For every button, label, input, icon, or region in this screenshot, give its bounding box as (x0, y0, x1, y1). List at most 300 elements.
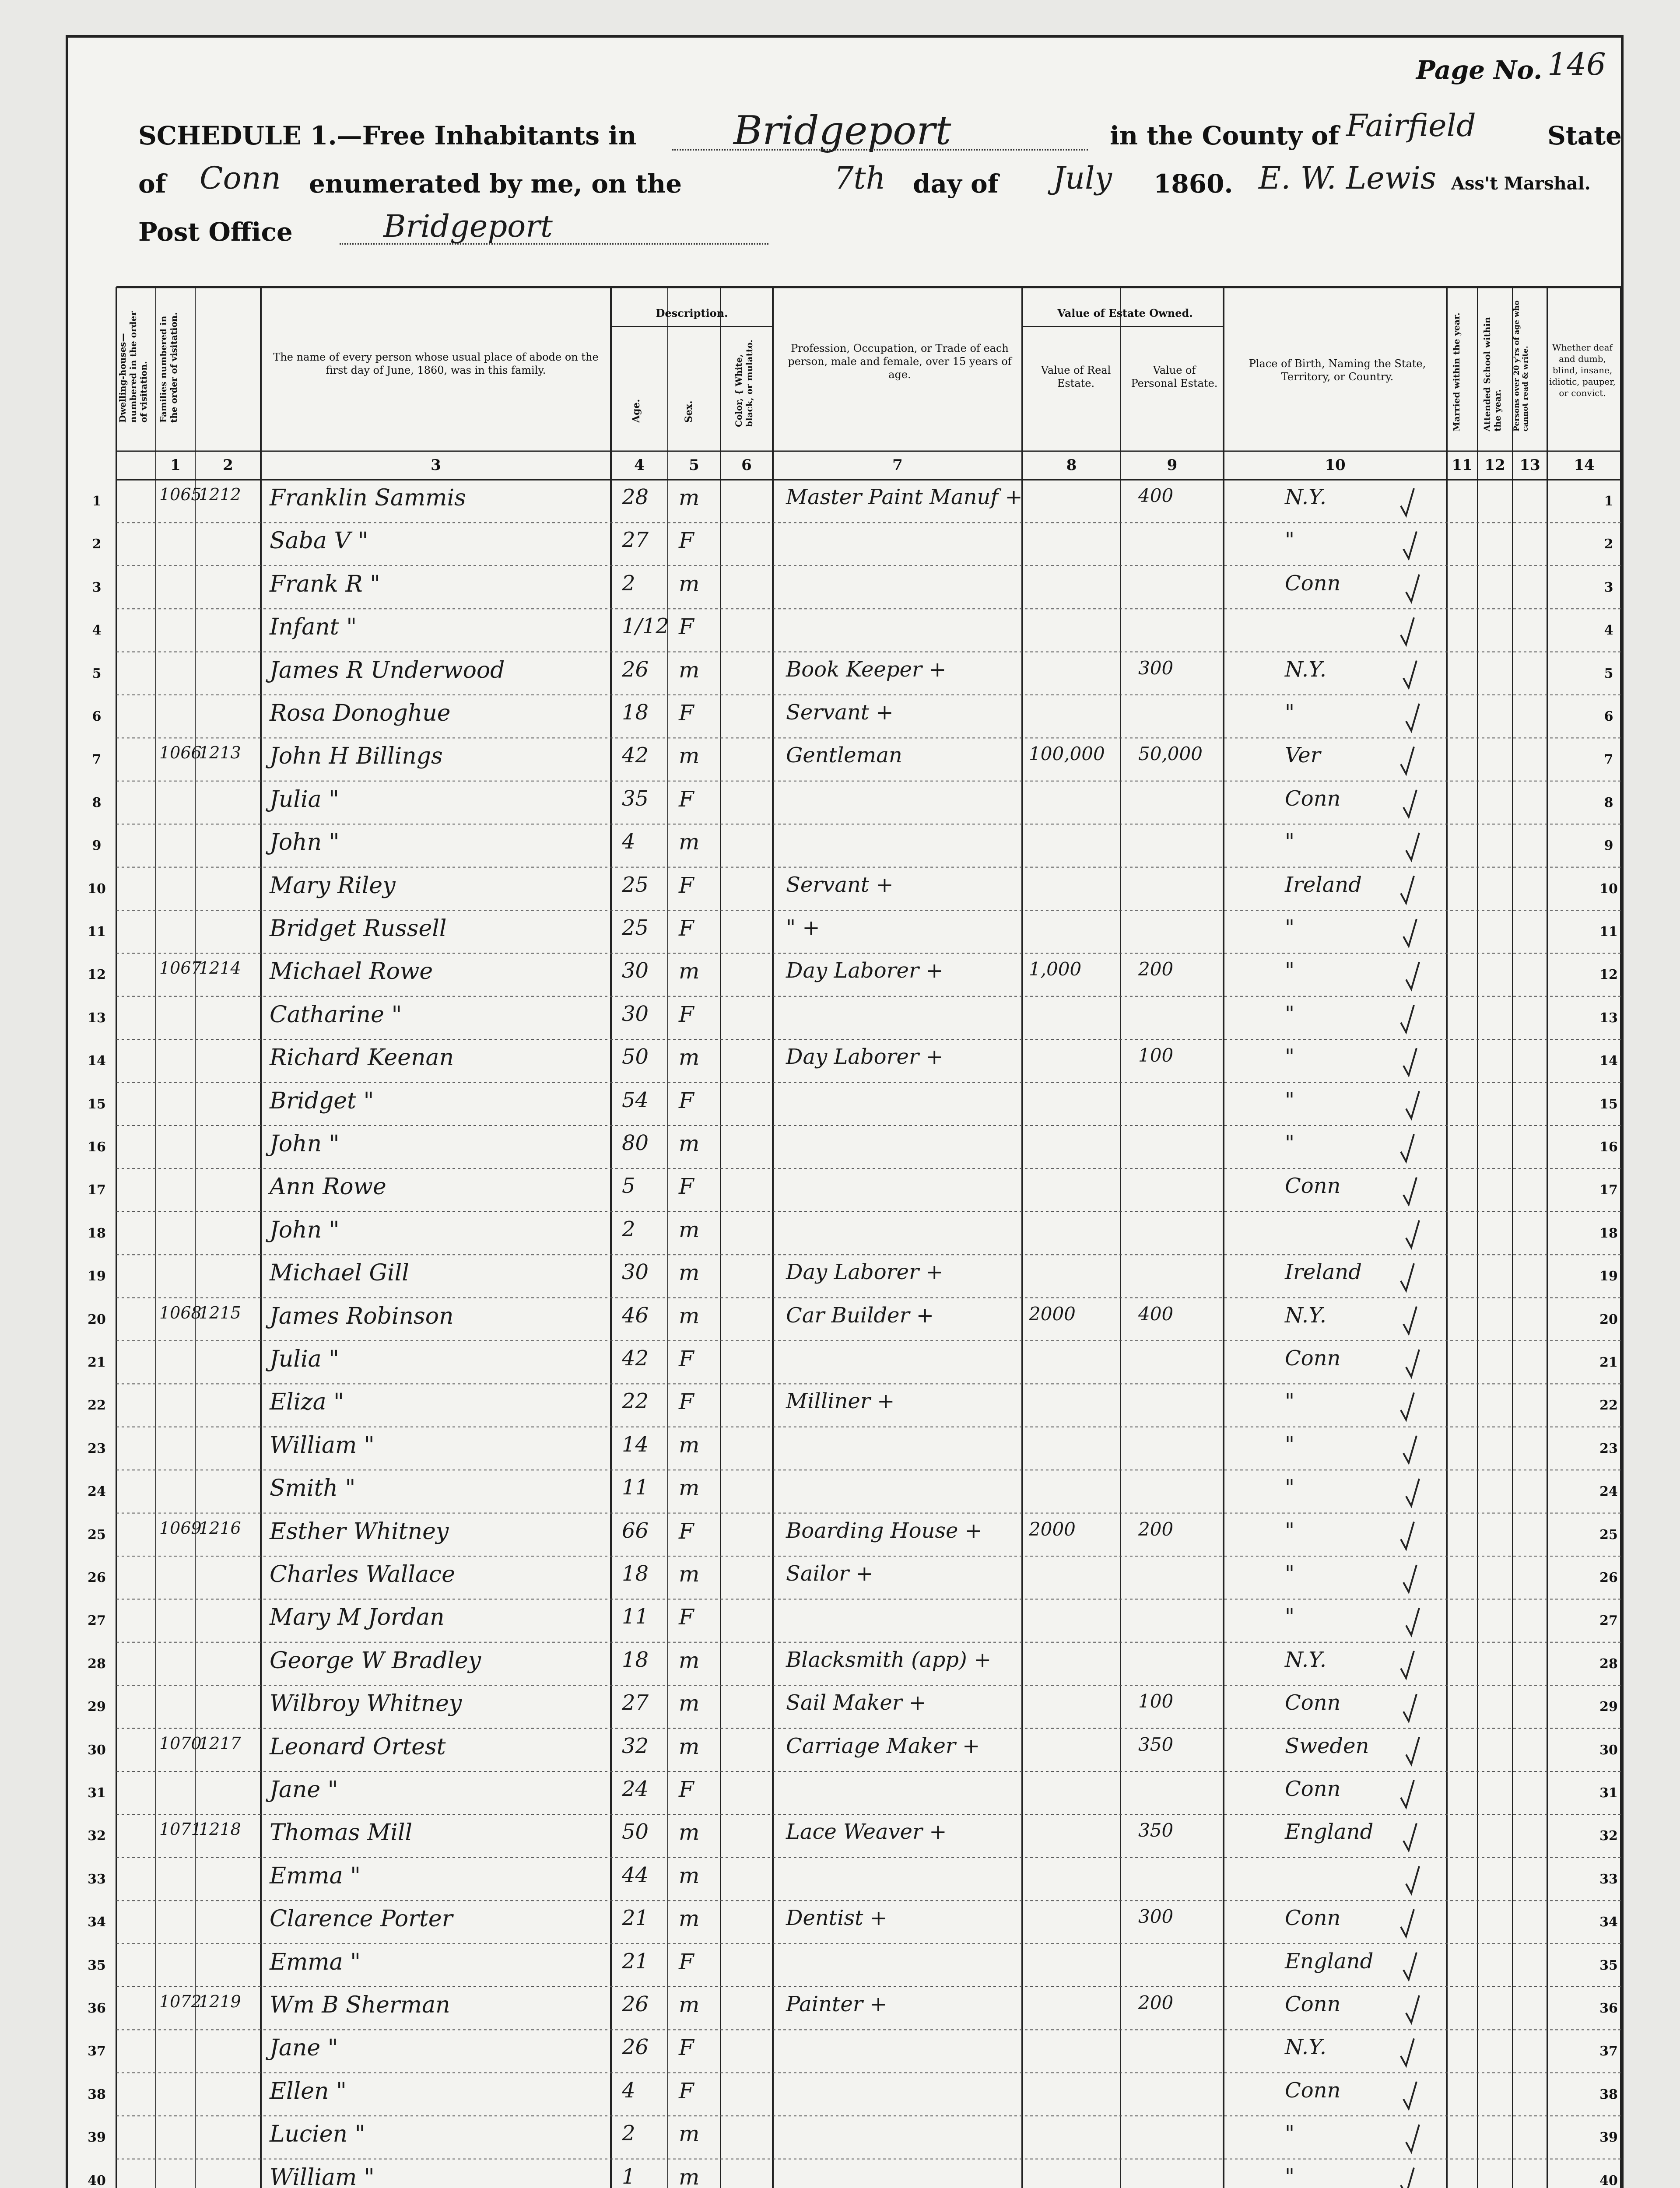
row-number: 20 (1599, 1311, 1618, 1327)
row-number: 22 (88, 1398, 106, 1413)
tick-mark (1403, 1565, 1417, 1592)
cell-pers: 50,000 (1138, 743, 1203, 765)
cell-sex: m (679, 1131, 700, 1156)
cell-birth: Conn (1285, 1690, 1341, 1715)
cell-age: 1/12 (622, 614, 669, 639)
cell-birth: " (1285, 1604, 1295, 1629)
cell-sex: F (679, 1389, 694, 1415)
cell-birth: " (1285, 2164, 1295, 2188)
col8-header: Value of Real Estate. (1041, 364, 1111, 389)
cell-age: 18 (622, 1561, 649, 1586)
cell-birth: Ireland (1285, 872, 1362, 897)
cell-name: Saba V " (270, 528, 368, 554)
cell-birth: " (1285, 1001, 1295, 1026)
cell-f: 1219 (199, 1992, 241, 2011)
col6-header: Color, { White, black, or mulatto. (733, 339, 754, 427)
cell-age: 35 (622, 786, 649, 811)
row-number: 38 (1599, 2086, 1618, 2102)
cell-pers: 400 (1138, 485, 1174, 506)
cell-pers: 400 (1138, 1303, 1174, 1325)
row-number: 2 (92, 536, 102, 552)
cell-sex: m (679, 1820, 700, 1845)
cell-sex: F (679, 1518, 694, 1544)
post-office-label: Post Office (138, 217, 293, 247)
cell-occ: Carriage Maker + (786, 1733, 980, 1758)
cell-name: John " (270, 1131, 340, 1157)
col13-header: Persons over 20 y'rs of age who cannot read & write. (1512, 300, 1530, 431)
cell-name: John H Billings (270, 743, 443, 770)
cell-occ: Gentleman (786, 743, 902, 768)
row-number: 14 (88, 1053, 106, 1069)
cell-d: 1065 (159, 485, 202, 504)
cell-f: 1214 (199, 958, 241, 978)
row-number: 34 (88, 1914, 106, 1930)
cell-birth: " (1285, 1389, 1295, 1414)
row-number: 21 (1599, 1355, 1618, 1370)
cell-birth: " (1285, 1518, 1295, 1543)
cell-occ: Lace Weaver + (786, 1820, 947, 1844)
cell-occ: Day Laborer + (786, 1260, 943, 1285)
cell-pers: 200 (1138, 1992, 1174, 2013)
row-number: 3 (92, 579, 102, 595)
cell-name: Catharine " (270, 1001, 402, 1028)
col11-header: Married within the year. (1451, 312, 1462, 431)
row-number: 2 (1604, 536, 1613, 552)
cell-birth: " (1285, 1131, 1295, 1155)
tick-mark (1403, 1436, 1417, 1463)
tick-mark (1403, 790, 1417, 817)
cell-sex: m (679, 1260, 700, 1286)
cell-pers: 350 (1138, 1733, 1174, 1755)
cell-birth: " (1285, 528, 1295, 553)
cell-name: Thomas Mill (270, 1820, 413, 1846)
row-number: 18 (88, 1225, 106, 1241)
cell-age: 21 (622, 1949, 649, 1974)
tick-mark (1406, 1737, 1419, 1764)
marshal-label: Ass't Marshal. (1451, 173, 1591, 194)
row-number: 8 (1604, 795, 1613, 810)
row-number: 11 (1599, 924, 1618, 940)
tick-mark (1403, 2082, 1417, 2109)
cell-name: Bridget " (270, 1087, 374, 1114)
cell-sex: m (679, 1862, 700, 1888)
cell-sex: F (679, 786, 694, 812)
tick-mark (1403, 661, 1417, 688)
cell-name: Wm B Sherman (270, 1992, 450, 2018)
tick-mark (1401, 2038, 1414, 2065)
cell-sex: F (679, 528, 694, 554)
cell-f: 1212 (199, 485, 241, 504)
cell-sex: m (679, 958, 700, 984)
cell-birth: Conn (1285, 1777, 1341, 1801)
row-number: 37 (88, 2044, 106, 2059)
cell-occ: Servant + (786, 700, 894, 725)
enum-month: July (1053, 160, 1112, 196)
cell-name: William " (270, 2164, 375, 2188)
cell-age: 26 (622, 2035, 649, 2060)
cell-sex: m (679, 2164, 700, 2188)
cell-occ: Dentist + (786, 1906, 887, 1931)
cell-sex: m (679, 657, 700, 683)
census-page (66, 35, 1624, 2188)
cell-age: 44 (622, 1862, 649, 1887)
tick-mark (1401, 1651, 1414, 1678)
cell-birth: N.Y. (1285, 1647, 1326, 1672)
cell-age: 18 (622, 1647, 649, 1672)
cell-birth: Conn (1285, 1174, 1341, 1199)
tick-mark (1406, 1220, 1419, 1248)
tick-mark (1403, 1694, 1417, 1721)
tick-mark (1406, 704, 1419, 731)
column-number: 12 (1484, 456, 1505, 474)
cell-age: 2 (622, 1217, 635, 1241)
tick-mark (1406, 2125, 1419, 2152)
row-number: 40 (88, 2173, 106, 2188)
cell-age: 42 (622, 743, 649, 768)
cell-birth: " (1285, 915, 1295, 940)
cell-d: 1072 (159, 1992, 202, 2011)
cell-birth: Sweden (1285, 1733, 1369, 1758)
cell-name: Julia " (270, 786, 340, 813)
cell-sex: F (679, 2035, 694, 2061)
cell-sex: F (679, 2078, 694, 2104)
cell-d: 1068 (159, 1303, 202, 1322)
tick-mark (1401, 747, 1414, 774)
row-number: 32 (1599, 1828, 1618, 1844)
cell-sex: m (679, 485, 700, 510)
cell-age: 2 (622, 571, 635, 596)
row-number: 29 (1599, 1699, 1618, 1715)
tick-mark (1406, 1866, 1419, 1893)
row-number: 10 (1599, 881, 1618, 897)
row-number: 13 (1599, 1010, 1618, 1026)
row-number: 26 (1599, 1570, 1618, 1585)
county-label: in the County of (1110, 121, 1339, 151)
schedule-title: SCHEDULE 1.—Free Inhabitants in (138, 121, 637, 151)
cell-birth: N.Y. (1285, 1303, 1326, 1328)
row-number: 3 (1604, 579, 1613, 595)
cell-f: 1215 (199, 1303, 241, 1322)
cell-d: 1069 (159, 1518, 202, 1538)
cell-occ: Boarding House + (786, 1518, 982, 1543)
row-number: 7 (92, 752, 102, 768)
cell-pers: 200 (1138, 1518, 1174, 1540)
county-name: Fairfield (1346, 108, 1476, 144)
tick-mark (1406, 575, 1419, 602)
tick-mark (1406, 962, 1419, 989)
col4-header: Age. (631, 399, 642, 423)
row-number: 35 (88, 1957, 106, 1973)
cell-sex: F (679, 1174, 694, 1199)
cell-age: 54 (622, 1087, 649, 1112)
cell-pers: 100 (1138, 1045, 1174, 1066)
cell-name: Bridget Russell (270, 915, 447, 942)
cell-age: 25 (622, 915, 649, 940)
cell-birth: " (1285, 1087, 1295, 1112)
cell-d: 1070 (159, 1733, 202, 1753)
cell-age: 50 (622, 1820, 649, 1844)
col7-header: Profession, Occupation, or Trade of each person, male and female, over 15 years of age. (788, 342, 1012, 381)
row-number: 8 (92, 795, 102, 810)
column-number: 4 (634, 456, 645, 474)
column-number: 7 (892, 456, 903, 474)
cell-name: Jane " (270, 2035, 338, 2062)
cell-birth: Conn (1285, 1346, 1341, 1371)
column-number: 9 (1167, 456, 1178, 474)
cell-occ: Master Paint Manuf + (786, 485, 1023, 509)
column-number: 8 (1066, 456, 1077, 474)
row-number: 21 (88, 1355, 106, 1370)
row-number: 6 (1604, 709, 1613, 724)
row-number: 33 (88, 1871, 106, 1887)
row-number: 25 (88, 1527, 106, 1543)
cell-age: 22 (622, 1389, 649, 1414)
description-header: Description. (656, 307, 728, 319)
cell-age: 30 (622, 1001, 649, 1026)
tick-mark (1403, 1823, 1417, 1850)
row-number: 29 (88, 1699, 106, 1715)
cell-sex: F (679, 915, 694, 941)
row-number: 31 (88, 1785, 106, 1801)
cell-sex: F (679, 1777, 694, 1802)
of-label: of (138, 169, 166, 199)
cell-age: 80 (622, 1131, 649, 1155)
cell-f: 1216 (199, 1518, 241, 1538)
cell-sex: m (679, 1906, 700, 1932)
cell-birth: England (1285, 1820, 1374, 1844)
cell-sex: m (679, 571, 700, 596)
cell-age: 4 (622, 2078, 635, 2103)
row-number: 30 (1599, 1742, 1618, 1758)
cell-name: James R Underwood (270, 657, 505, 684)
tick-mark (1401, 1005, 1414, 1032)
row-number: 33 (1599, 1871, 1618, 1887)
place-name: Bridgeport (733, 108, 951, 154)
cell-occ: Servant + (786, 872, 894, 897)
cell-age: 50 (622, 1045, 649, 1069)
tick-mark (1403, 531, 1417, 558)
cell-age: 11 (622, 1604, 649, 1629)
cell-occ: Car Builder + (786, 1303, 934, 1328)
tick-mark (1406, 1608, 1419, 1635)
cell-d: 1067 (159, 958, 202, 978)
cell-name: Lucien " (270, 2121, 365, 2148)
cell-pers: 100 (1138, 1690, 1174, 1712)
estate-header: Value of Estate Owned. (1057, 307, 1193, 319)
col9-header: Value of Personal Estate. (1131, 364, 1218, 389)
col2-header: Families numbered in the order of visitation. (158, 312, 179, 423)
cell-real: 2000 (1029, 1518, 1076, 1540)
row-number: 9 (1604, 838, 1613, 854)
cell-occ: Day Laborer + (786, 1045, 943, 1069)
cell-age: 26 (622, 1992, 649, 2016)
col14-header: Whether deaf and dumb, blind, insane, idiotic, pauper, or convict. (1549, 342, 1616, 398)
tick-mark (1401, 1392, 1414, 1420)
cell-sex: F (679, 1346, 694, 1371)
row-number: 27 (1599, 1613, 1618, 1629)
cell-real: 100,000 (1029, 743, 1105, 765)
tick-mark (1406, 1479, 1419, 1506)
row-number: 36 (88, 2001, 106, 2016)
column-number: 14 (1574, 456, 1595, 474)
cell-birth: N.Y. (1285, 657, 1326, 682)
cell-birth: Conn (1285, 2078, 1341, 2103)
row-number: 4 (92, 623, 102, 638)
post-office: Bridgeport (383, 208, 553, 244)
column-number: 2 (223, 456, 233, 474)
cell-name: Michael Rowe (270, 958, 433, 985)
cell-age: 26 (622, 657, 649, 682)
cell-occ: Sailor + (786, 1561, 873, 1586)
cell-name: Rosa Donoghue (270, 700, 451, 726)
cell-sex: m (679, 1690, 700, 1716)
row-number: 13 (88, 1010, 106, 1026)
row-number: 6 (92, 709, 102, 724)
cell-name: Wilbroy Whitney (270, 1690, 462, 1717)
cell-sex: m (679, 2121, 700, 2147)
cell-birth: N.Y. (1285, 485, 1326, 509)
row-number: 11 (88, 924, 106, 940)
cell-name: George W Bradley (270, 1647, 481, 1674)
row-number: 37 (1599, 2044, 1618, 2059)
cell-name: Ann Rowe (270, 1174, 386, 1200)
cell-age: 30 (622, 958, 649, 983)
tick-mark (1406, 833, 1419, 860)
row-number: 31 (1599, 1785, 1618, 1801)
row-number: 39 (88, 2130, 106, 2146)
cell-name: Frank R " (270, 571, 381, 597)
tick-mark (1401, 2168, 1414, 2188)
column-number: 1 (170, 456, 181, 474)
cell-d: 1071 (159, 1820, 202, 1839)
cell-name: John " (270, 1217, 340, 1243)
tick-mark (1406, 1091, 1419, 1119)
row-number: 9 (92, 838, 102, 854)
cell-d: 1066 (159, 743, 202, 763)
tick-mark (1403, 1177, 1417, 1204)
tick-mark (1401, 1909, 1414, 1936)
cell-age: 27 (622, 1690, 649, 1715)
enum-year: 1860. (1154, 169, 1233, 199)
cell-name: Leonard Ortest (270, 1733, 446, 1760)
cell-age: 4 (622, 829, 635, 854)
cell-f: 1217 (199, 1733, 241, 1753)
row-number: 5 (1604, 666, 1613, 681)
cell-age: 1 (622, 2164, 635, 2188)
tick-mark (1403, 1307, 1417, 1334)
cell-sex: m (679, 1432, 700, 1458)
cell-age: 30 (622, 1260, 649, 1285)
cell-sex: m (679, 1217, 700, 1242)
cell-name: Julia " (270, 1346, 340, 1372)
cell-f: 1213 (199, 743, 241, 763)
cell-real: 1,000 (1029, 958, 1082, 980)
cell-age: 25 (622, 872, 649, 897)
cell-pers: 350 (1138, 1820, 1174, 1841)
cell-sex: F (679, 1001, 694, 1027)
cell-pers: 300 (1138, 657, 1174, 679)
row-number: 4 (1604, 623, 1613, 638)
cell-sex: m (679, 1647, 700, 1673)
row-number: 25 (1599, 1527, 1618, 1543)
cell-birth: Ver (1285, 743, 1321, 768)
cell-age: 24 (622, 1777, 649, 1801)
column-number: 11 (1452, 456, 1473, 474)
row-number: 39 (1599, 2130, 1618, 2146)
row-number: 19 (88, 1269, 106, 1284)
cell-birth: Conn (1285, 1906, 1341, 1931)
cell-name: Jane " (270, 1777, 338, 1803)
row-number: 15 (1599, 1096, 1618, 1112)
cell-age: 27 (622, 528, 649, 553)
tick-mark (1401, 876, 1414, 903)
cell-name: Michael Gill (270, 1260, 409, 1287)
tick-mark (1401, 1263, 1414, 1290)
row-number: 28 (88, 1656, 106, 1672)
row-number: 24 (88, 1484, 106, 1500)
cell-sex: m (679, 1733, 700, 1759)
cell-f: 1218 (199, 1820, 241, 1839)
tick-mark (1401, 1522, 1414, 1549)
cell-name: John " (270, 829, 340, 856)
cell-name: Eliza " (270, 1389, 344, 1416)
cell-age: 28 (622, 485, 649, 509)
tick-mark (1403, 1953, 1417, 1980)
col5-header: Sex. (683, 400, 694, 423)
cell-birth: " (1285, 1045, 1295, 1069)
tick-mark (1406, 1350, 1419, 1377)
cell-birth: " (1285, 1432, 1295, 1457)
cell-sex: F (679, 614, 694, 640)
row-number: 30 (88, 1742, 106, 1758)
cell-birth: " (1285, 829, 1295, 854)
cell-sex: F (679, 1087, 694, 1113)
marshal-name: E. W. Lewis (1259, 160, 1436, 196)
cell-name: Smith " (270, 1475, 356, 1502)
cell-occ: Milliner + (786, 1389, 895, 1414)
row-number: 14 (1599, 1053, 1618, 1069)
tick-mark (1403, 1048, 1417, 1075)
cell-birth: Conn (1285, 1992, 1341, 2016)
cell-age: 21 (622, 1906, 649, 1931)
cell-birth: England (1285, 1949, 1374, 1974)
cell-birth: " (1285, 958, 1295, 983)
cell-sex: m (679, 1303, 700, 1329)
tick-mark (1403, 919, 1417, 946)
page-number: 146 (1547, 46, 1606, 82)
tick-mark (1406, 1995, 1419, 2023)
row-number: 12 (1599, 967, 1618, 983)
cell-sex: m (679, 1475, 700, 1501)
cell-birth: N.Y. (1285, 2035, 1326, 2060)
cell-real: 2000 (1029, 1303, 1076, 1325)
column-number: 13 (1519, 456, 1540, 474)
cell-birth: Conn (1285, 571, 1341, 596)
day-label: day of (913, 169, 999, 199)
cell-name: James Robinson (270, 1303, 454, 1329)
tick-mark (1401, 488, 1414, 515)
row-number: 17 (1599, 1182, 1618, 1198)
page-number-label: Page No. (1416, 55, 1543, 85)
cell-name: William " (270, 1432, 375, 1459)
cell-sex: m (679, 829, 700, 855)
row-number: 19 (1599, 1269, 1618, 1284)
row-number: 38 (88, 2086, 106, 2102)
cell-pers: 300 (1138, 1906, 1174, 1928)
cell-name: Infant " (270, 614, 357, 641)
cell-name: Richard Keenan (270, 1045, 454, 1071)
col12-header: Attended School within the year. (1482, 317, 1503, 431)
